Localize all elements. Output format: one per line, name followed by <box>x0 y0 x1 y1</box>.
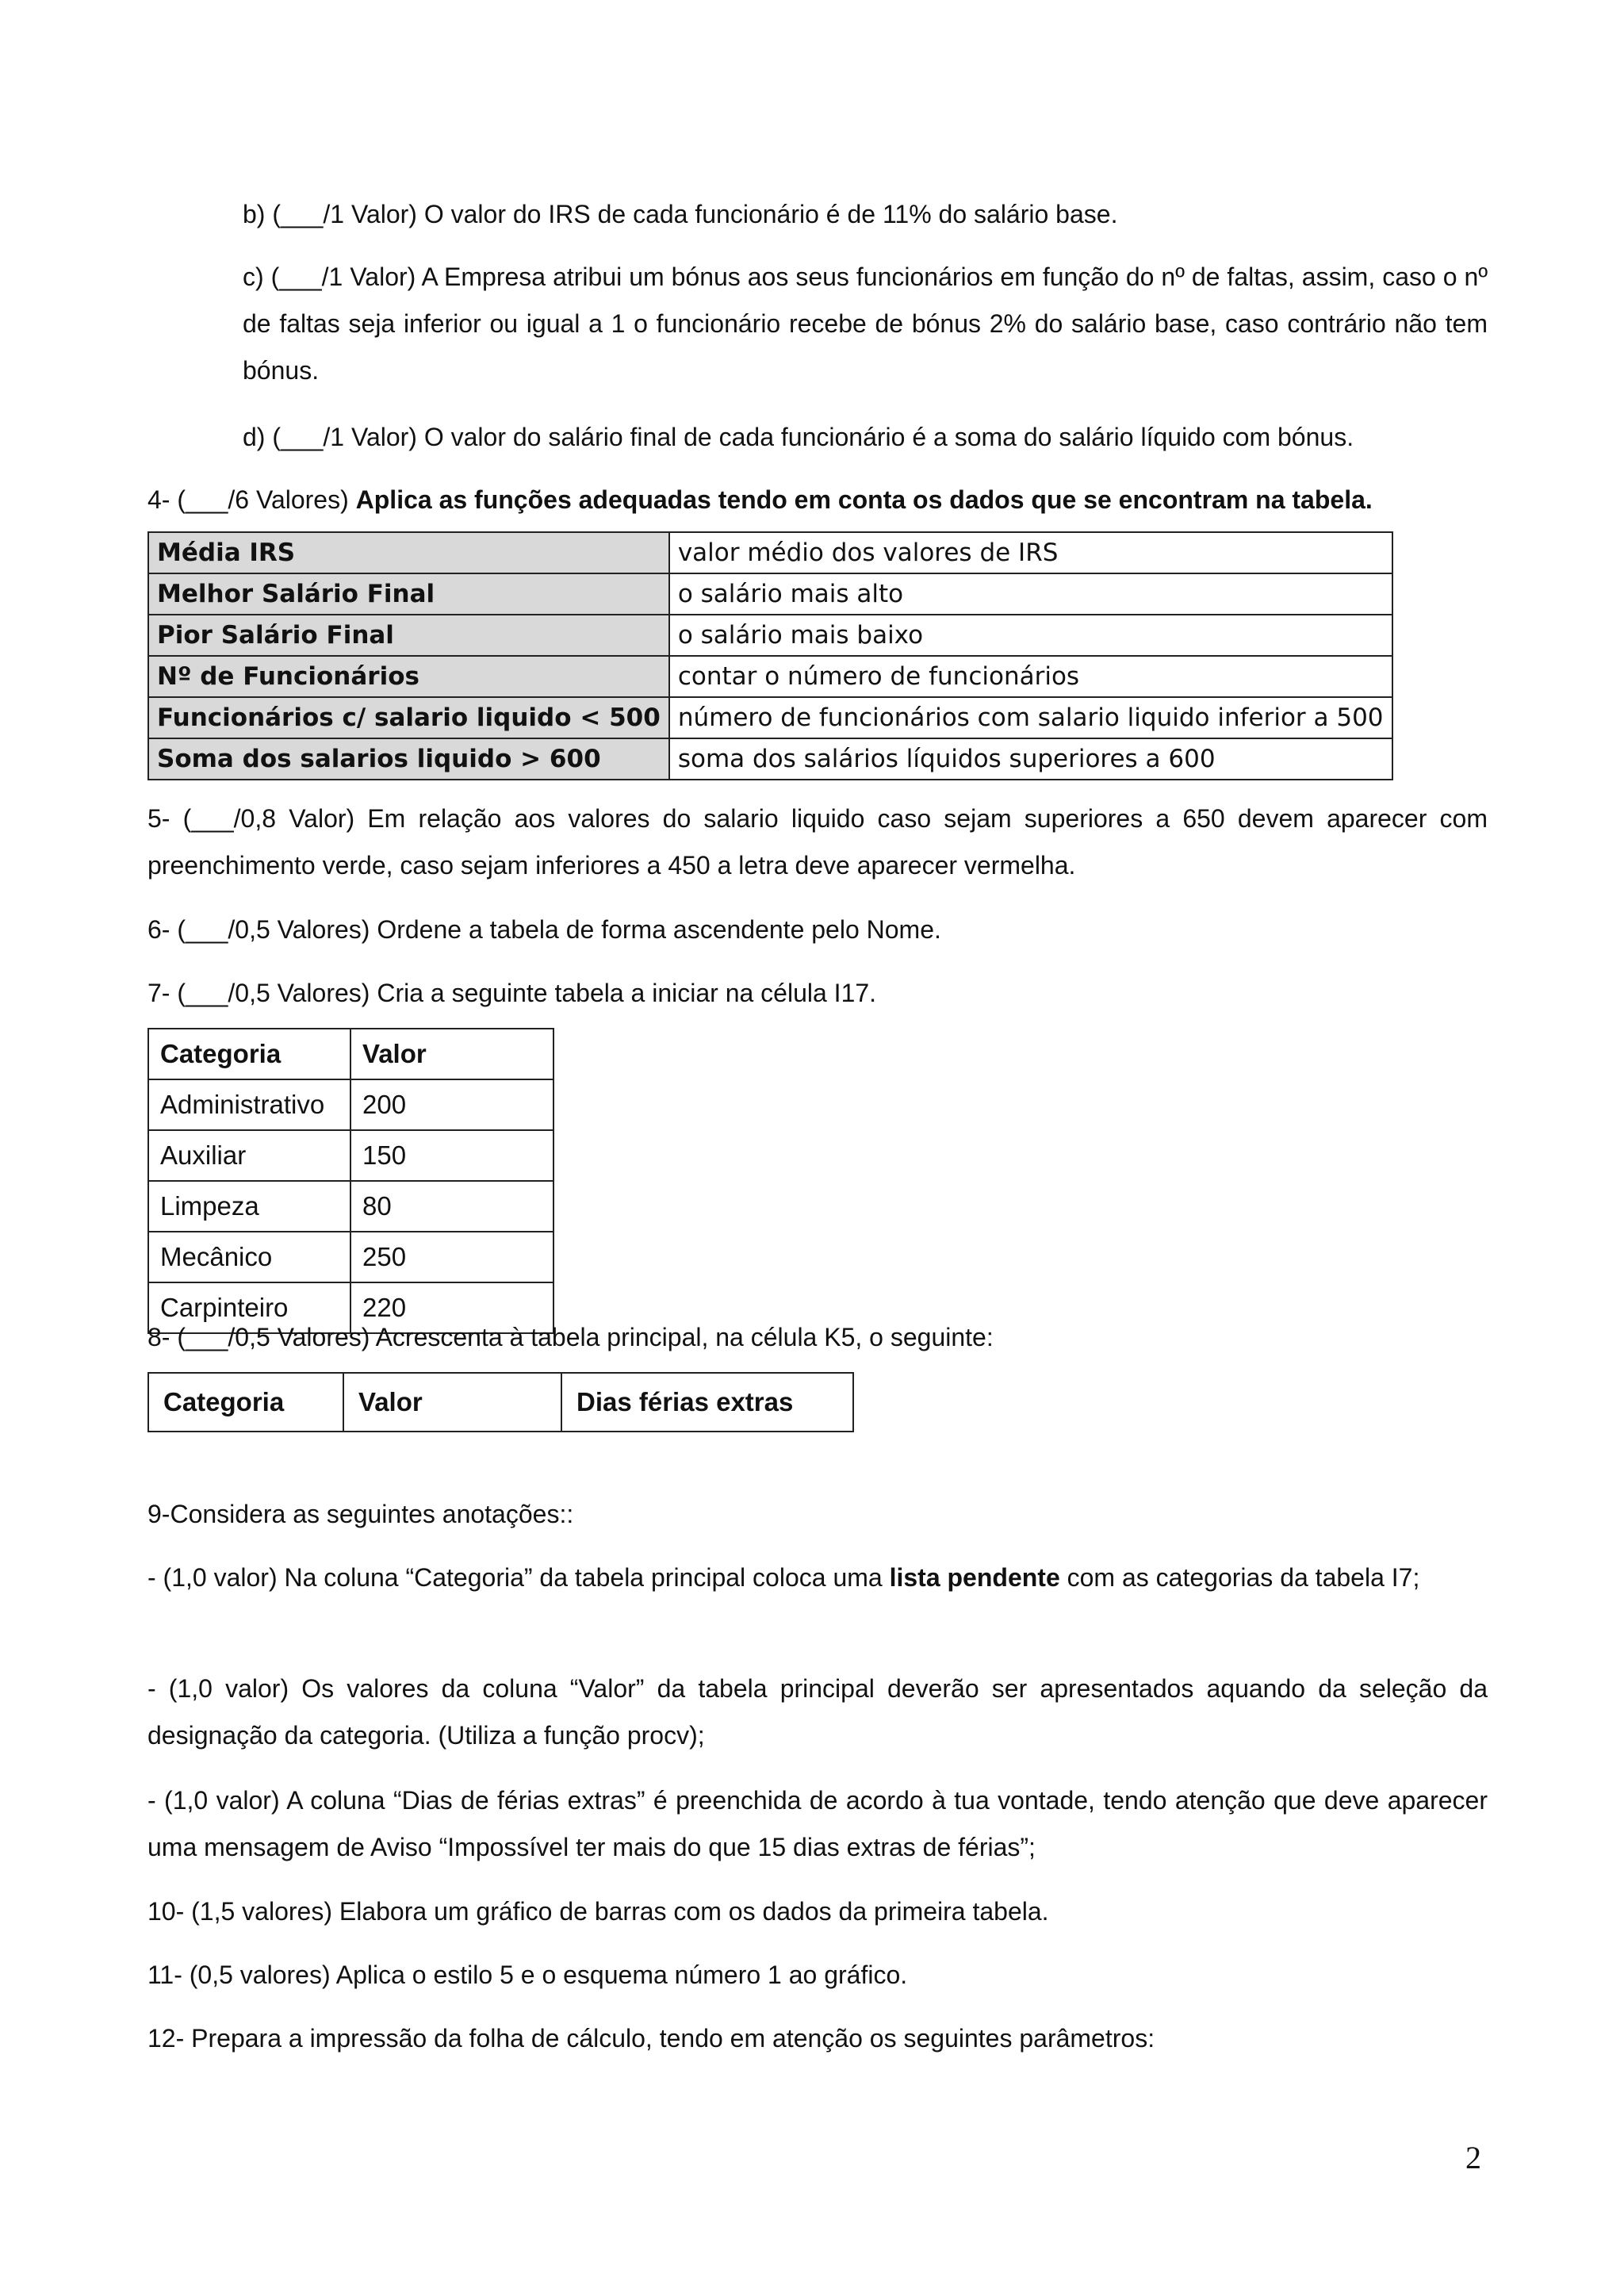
functions-table <box>147 531 1393 780</box>
table-row <box>148 1232 553 1282</box>
page-number: 2 <box>1465 2140 1481 2175</box>
function-label: Média IRS <box>148 532 669 573</box>
column-header: Valor <box>343 1373 561 1432</box>
question-9-item-2: - (1,0 valor) Os valores da coluna “Valor” da tabela principal deverão ser apresentados aquando da seleção da designação da categoria. (Utiliza a função procv); <box>147 1674 1488 1750</box>
column-header: Valor <box>350 1029 553 1079</box>
function-description: contar o número de funcionários <box>669 656 1392 697</box>
main-table-extension <box>147 1372 854 1432</box>
question-6: 6- (___/0,5 Valores) Ordene a tabela de forma ascendente pelo Nome. <box>147 915 941 944</box>
table-header-row <box>148 1373 853 1432</box>
category-cell: Limpeza <box>148 1181 350 1232</box>
question-4 <box>147 477 1488 523</box>
table-row <box>148 1079 553 1130</box>
column-header: Categoria <box>148 1029 350 1079</box>
question-4-instruction: Aplica as funções adequadas tendo em conta os dados que se encontram na tabela. <box>355 485 1373 514</box>
table-header-row <box>148 1029 553 1079</box>
function-label: Nº de Funcionários <box>148 656 669 697</box>
question-11: 11- (0,5 valores) Aplica o estilo 5 e o esquema número 1 ao gráfico. <box>147 1961 908 1989</box>
function-label: Soma dos salarios liquido > 600 <box>148 738 669 780</box>
value-cell: 200 <box>350 1079 553 1130</box>
question-3d: d) (___/1 Valor) O valor do salário final de cada funcionário é a soma do salário líquido com bónus. <box>243 423 1354 451</box>
column-header: Dias férias extras <box>561 1373 853 1432</box>
function-description: o salário mais baixo <box>669 615 1392 656</box>
question-4-prefix: 4- (___/6 Valores) <box>147 485 356 514</box>
function-description: o salário mais alto <box>669 573 1392 615</box>
value-cell: 80 <box>350 1181 553 1232</box>
category-table <box>147 1028 554 1334</box>
function-label: Funcionários c/ salario liquido < 500 <box>148 697 669 738</box>
value-cell: 220 <box>350 1282 553 1333</box>
value-cell: 150 <box>350 1130 553 1181</box>
question-3c: c) (___/1 Valor) A Empresa atribui um bónus aos seus funcionários em função do nº de faltas, assim, caso o nº de faltas seja inferior ou igual a 1 o funcionário recebe de bónus 2% do salário base, caso contrário não tem bónus. <box>243 263 1488 385</box>
category-cell: Carpinteiro <box>148 1282 350 1333</box>
question-5: 5- (___/0,8 Valor) Em relação aos valores do salario liquido caso sejam superiores a 650 devem aparecer com preenchimento verde, caso sejam inferiores a 450 a letra deve aparecer vermelha. <box>147 804 1488 880</box>
category-cell: Administrativo <box>148 1079 350 1130</box>
question-10: 10- (1,5 valores) Elabora um gráfico de barras com os dados da primeira tabela. <box>147 1897 1049 1926</box>
function-description: valor médio dos valores de IRS <box>669 532 1392 573</box>
question-8: 8- (___/0,5 Valores) Acrescenta à tabela principal, na célula K5, o seguinte: <box>147 1323 994 1351</box>
column-header: Categoria <box>148 1373 343 1432</box>
value-cell: 250 <box>350 1232 553 1282</box>
table-row <box>148 1181 553 1232</box>
table-row <box>148 532 1392 573</box>
item-1-suffix: com as categorias da tabela I7; <box>1059 1563 1420 1592</box>
question-12: 12- Prepara a impressão da folha de cálculo, tendo em atenção os seguintes parâmetros: <box>147 2024 1155 2053</box>
table-row <box>148 738 1392 780</box>
function-label: Pior Salário Final <box>148 615 669 656</box>
table-row <box>148 697 1392 738</box>
category-cell: Mecânico <box>148 1232 350 1282</box>
item-1-bold: lista pendente <box>889 1563 1060 1592</box>
category-cell: Auxiliar <box>148 1130 350 1181</box>
table-row <box>148 656 1392 697</box>
question-9-title: 9-Considera as seguintes anotações:: <box>147 1500 574 1528</box>
table-row <box>148 1130 553 1181</box>
table-row <box>148 615 1392 656</box>
item-1-prefix: - (1,0 valor) Na coluna “Categoria” da tabela principal coloca uma <box>147 1563 890 1592</box>
question-9-item-3: - (1,0 valor) A coluna “Dias de férias extras” é preenchida de acordo à tua vontade, tendo atenção que deve aparecer uma mensagem de Aviso “Impossível ter mais do que 15 dias extras de férias”; <box>147 1786 1488 1861</box>
function-label: Melhor Salário Final <box>148 573 669 615</box>
function-description: número de funcionários com salario liquido inferior a 500 <box>669 697 1392 738</box>
question-9-item-1 <box>147 1554 1488 1601</box>
question-7: 7- (___/0,5 Valores) Cria a seguinte tabela a iniciar na célula I17. <box>147 979 877 1007</box>
question-3b: b) (___/1 Valor) O valor do IRS de cada funcionário é de 11% do salário base. <box>243 200 1118 228</box>
table-row <box>148 573 1392 615</box>
function-description: soma dos salários líquidos superiores a 600 <box>669 738 1392 780</box>
